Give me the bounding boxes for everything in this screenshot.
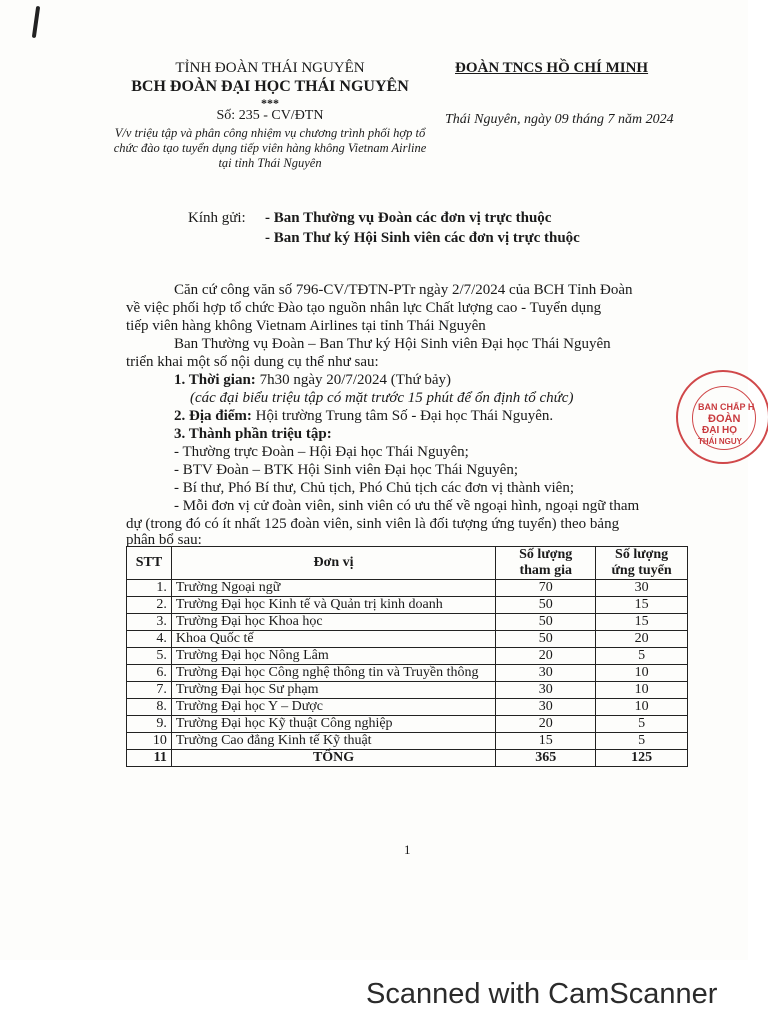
table-row (127, 716, 688, 733)
row-participants: 15 (496, 733, 596, 750)
row-participants: 70 (496, 580, 596, 597)
table-row (127, 665, 688, 682)
body-line: triển khai một số nội dung cụ thể như sau: (126, 354, 379, 370)
row-candidates: 30 (596, 580, 688, 597)
row-candidates: 20 (596, 631, 688, 648)
row-participants: 50 (496, 614, 596, 631)
document-date: Thái Nguyên, ngày 09 tháng 7 năm 2024 (445, 112, 674, 127)
time-item (174, 372, 451, 389)
stamp-text: ĐOÀN (708, 413, 741, 425)
row-stt: 6. (127, 665, 172, 682)
header-candidates-l1: Số lượng (615, 547, 669, 562)
attendee-line: phân bổ sau: (126, 532, 202, 548)
row-participants: 30 (496, 665, 596, 682)
row-unit: Trường Đại học Khoa học (171, 614, 495, 631)
row-candidates: 5 (596, 648, 688, 665)
attendee-line: - Bí thư, Phó Bí thư, Chủ tịch, Phó Chủ tịch các đơn vị thành viên; (174, 480, 575, 496)
body-line: tiếp viên hàng không Vietnam Airlines tại tỉnh Thái Nguyên (126, 318, 486, 334)
row-participants: 30 (496, 682, 596, 699)
row-candidates: 5 (596, 733, 688, 750)
row-unit: Khoa Quốc tế (171, 631, 495, 648)
row-stt: 8. (127, 699, 172, 716)
issuer-name: BCH ĐOÀN ĐẠI HỌC THÁI NGUYÊN (131, 78, 409, 95)
row-candidates: 10 (596, 682, 688, 699)
row-unit: Trường Cao đẳng Kinh tế Kỹ thuật (171, 733, 495, 750)
attendee-line: - Thường trực Đoàn – Hội Đại học Thái Nguyên; (174, 444, 469, 460)
stamp-text: BAN CHẤP H (698, 402, 755, 412)
time-note: (các đại biểu triệu tập có mặt trước 15 phút để ổn định tổ chức) (190, 390, 574, 406)
time-value: 7h30 ngày 20/7/2024 (Thứ bảy) (255, 372, 451, 388)
scanner-watermark: Scanned with CamScanner (366, 978, 718, 1010)
document-number: Số: 235 - CV/ĐTN (216, 108, 324, 123)
body-line: Ban Thường vụ Đoàn – Ban Thư ký Hội Sinh viên Đại học Thái Nguyên (174, 336, 611, 352)
row-unit: Trường Đại học Y – Dược (171, 699, 495, 716)
organization-title: ĐOÀN TNCS HỒ CHÍ MINH (455, 60, 649, 76)
header-stt: STT (127, 547, 172, 580)
attendee-line: - BTV Đoàn – BTK Hội Sinh viên Đại học Thái Nguyên; (174, 462, 518, 478)
pen-mark (32, 6, 40, 38)
row-candidates: 15 (596, 614, 688, 631)
row-unit: Trường Đại học Kỹ thuật Công nghiệp (171, 716, 495, 733)
allocation-table (126, 546, 688, 767)
total-stt: 11 (127, 750, 172, 767)
row-unit: Trường Đại học Công nghệ thông tin và Truyền thông (171, 665, 495, 682)
issuer-divider: *** (261, 96, 279, 110)
row-stt: 9. (127, 716, 172, 733)
table-row (127, 614, 688, 631)
row-stt: 1. (127, 580, 172, 597)
row-candidates: 15 (596, 597, 688, 614)
time-label: 1. Thời gian: (174, 372, 256, 388)
row-stt: 7. (127, 682, 172, 699)
place-label: 2. Địa điểm: (174, 408, 252, 424)
row-candidates: 5 (596, 716, 688, 733)
recipient-line: - Ban Thường vụ Đoàn các đơn vị trực thuộc (265, 210, 552, 226)
row-participants: 50 (496, 597, 596, 614)
issuer-parent: TỈNH ĐOÀN THÁI NGUYÊN (175, 60, 365, 76)
row-candidates: 10 (596, 699, 688, 716)
header-participants-l2: tham gia (519, 563, 572, 578)
table-total-row (127, 750, 688, 767)
row-unit: Trường Ngoại ngữ (171, 580, 495, 597)
document-subject: V/v triệu tập và phân công nhiệm vụ chương trình phối hợp tổ chức đào tạo tuyển dụng tiếp viên hàng không Vietnam Airline tại tỉnh Thái Nguyên (113, 126, 427, 170)
row-stt: 10 (127, 733, 172, 750)
row-participants: 50 (496, 631, 596, 648)
total-candidates: 125 (596, 750, 688, 767)
attendee-line: dự (trong đó có ít nhất 125 đoàn viên, sinh viên là đối tượng ứng tuyển) theo bảng (126, 516, 620, 532)
header-unit: Đơn vị (171, 547, 495, 580)
stamp-text: ĐẠI HỌ (702, 425, 737, 436)
row-unit: Trường Đại học Sư phạm (171, 682, 495, 699)
body-line: Căn cứ công văn số 796-CV/TĐTN-PTr ngày 2/7/2024 của BCH Tỉnh Đoàn (174, 282, 633, 298)
attendees-label: 3. Thành phần triệu tập: (174, 426, 332, 442)
row-stt: 3. (127, 614, 172, 631)
page-number: 1 (404, 842, 411, 857)
attendee-line: - Mỗi đơn vị cử đoàn viên, sinh viên có ưu thế về ngoại hình, ngoại ngữ tham (174, 498, 640, 514)
table-row (127, 682, 688, 699)
table-row (127, 631, 688, 648)
row-participants: 30 (496, 699, 596, 716)
total-label: TỔNG (171, 750, 495, 767)
official-stamp (676, 370, 768, 464)
header-participants (496, 547, 596, 580)
header-participants-l1: Số lượng (519, 547, 573, 562)
table-row (127, 699, 688, 716)
table-body (127, 580, 688, 767)
row-stt: 5. (127, 648, 172, 665)
table-row (127, 580, 688, 597)
recipient-line: - Ban Thư ký Hội Sinh viên các đơn vị trực thuộc (265, 230, 580, 246)
table-row (127, 597, 688, 614)
place-item (174, 408, 553, 425)
total-participants: 365 (496, 750, 596, 767)
table-row (127, 733, 688, 750)
place-value: Hội trường Trung tâm Số - Đại học Thái Nguyên. (251, 408, 554, 424)
table-header-row (127, 547, 688, 580)
body-line: về việc phối hợp tổ chức Đào tạo nguồn nhân lực Chất lượng cao - Tuyển dụng (126, 300, 602, 316)
table-row (127, 648, 688, 665)
header-candidates-l2: ứng tuyển (611, 563, 672, 578)
row-participants: 20 (496, 716, 596, 733)
stamp-text: THÁI NGUY (698, 437, 742, 446)
row-stt: 2. (127, 597, 172, 614)
row-candidates: 10 (596, 665, 688, 682)
row-unit: Trường Đại học Kinh tế và Quản trị kinh doanh (171, 597, 495, 614)
header-candidates (596, 547, 688, 580)
row-stt: 4. (127, 631, 172, 648)
recipients-label: Kính gửi: (188, 210, 246, 226)
row-unit: Trường Đại học Nông Lâm (171, 648, 495, 665)
row-participants: 20 (496, 648, 596, 665)
